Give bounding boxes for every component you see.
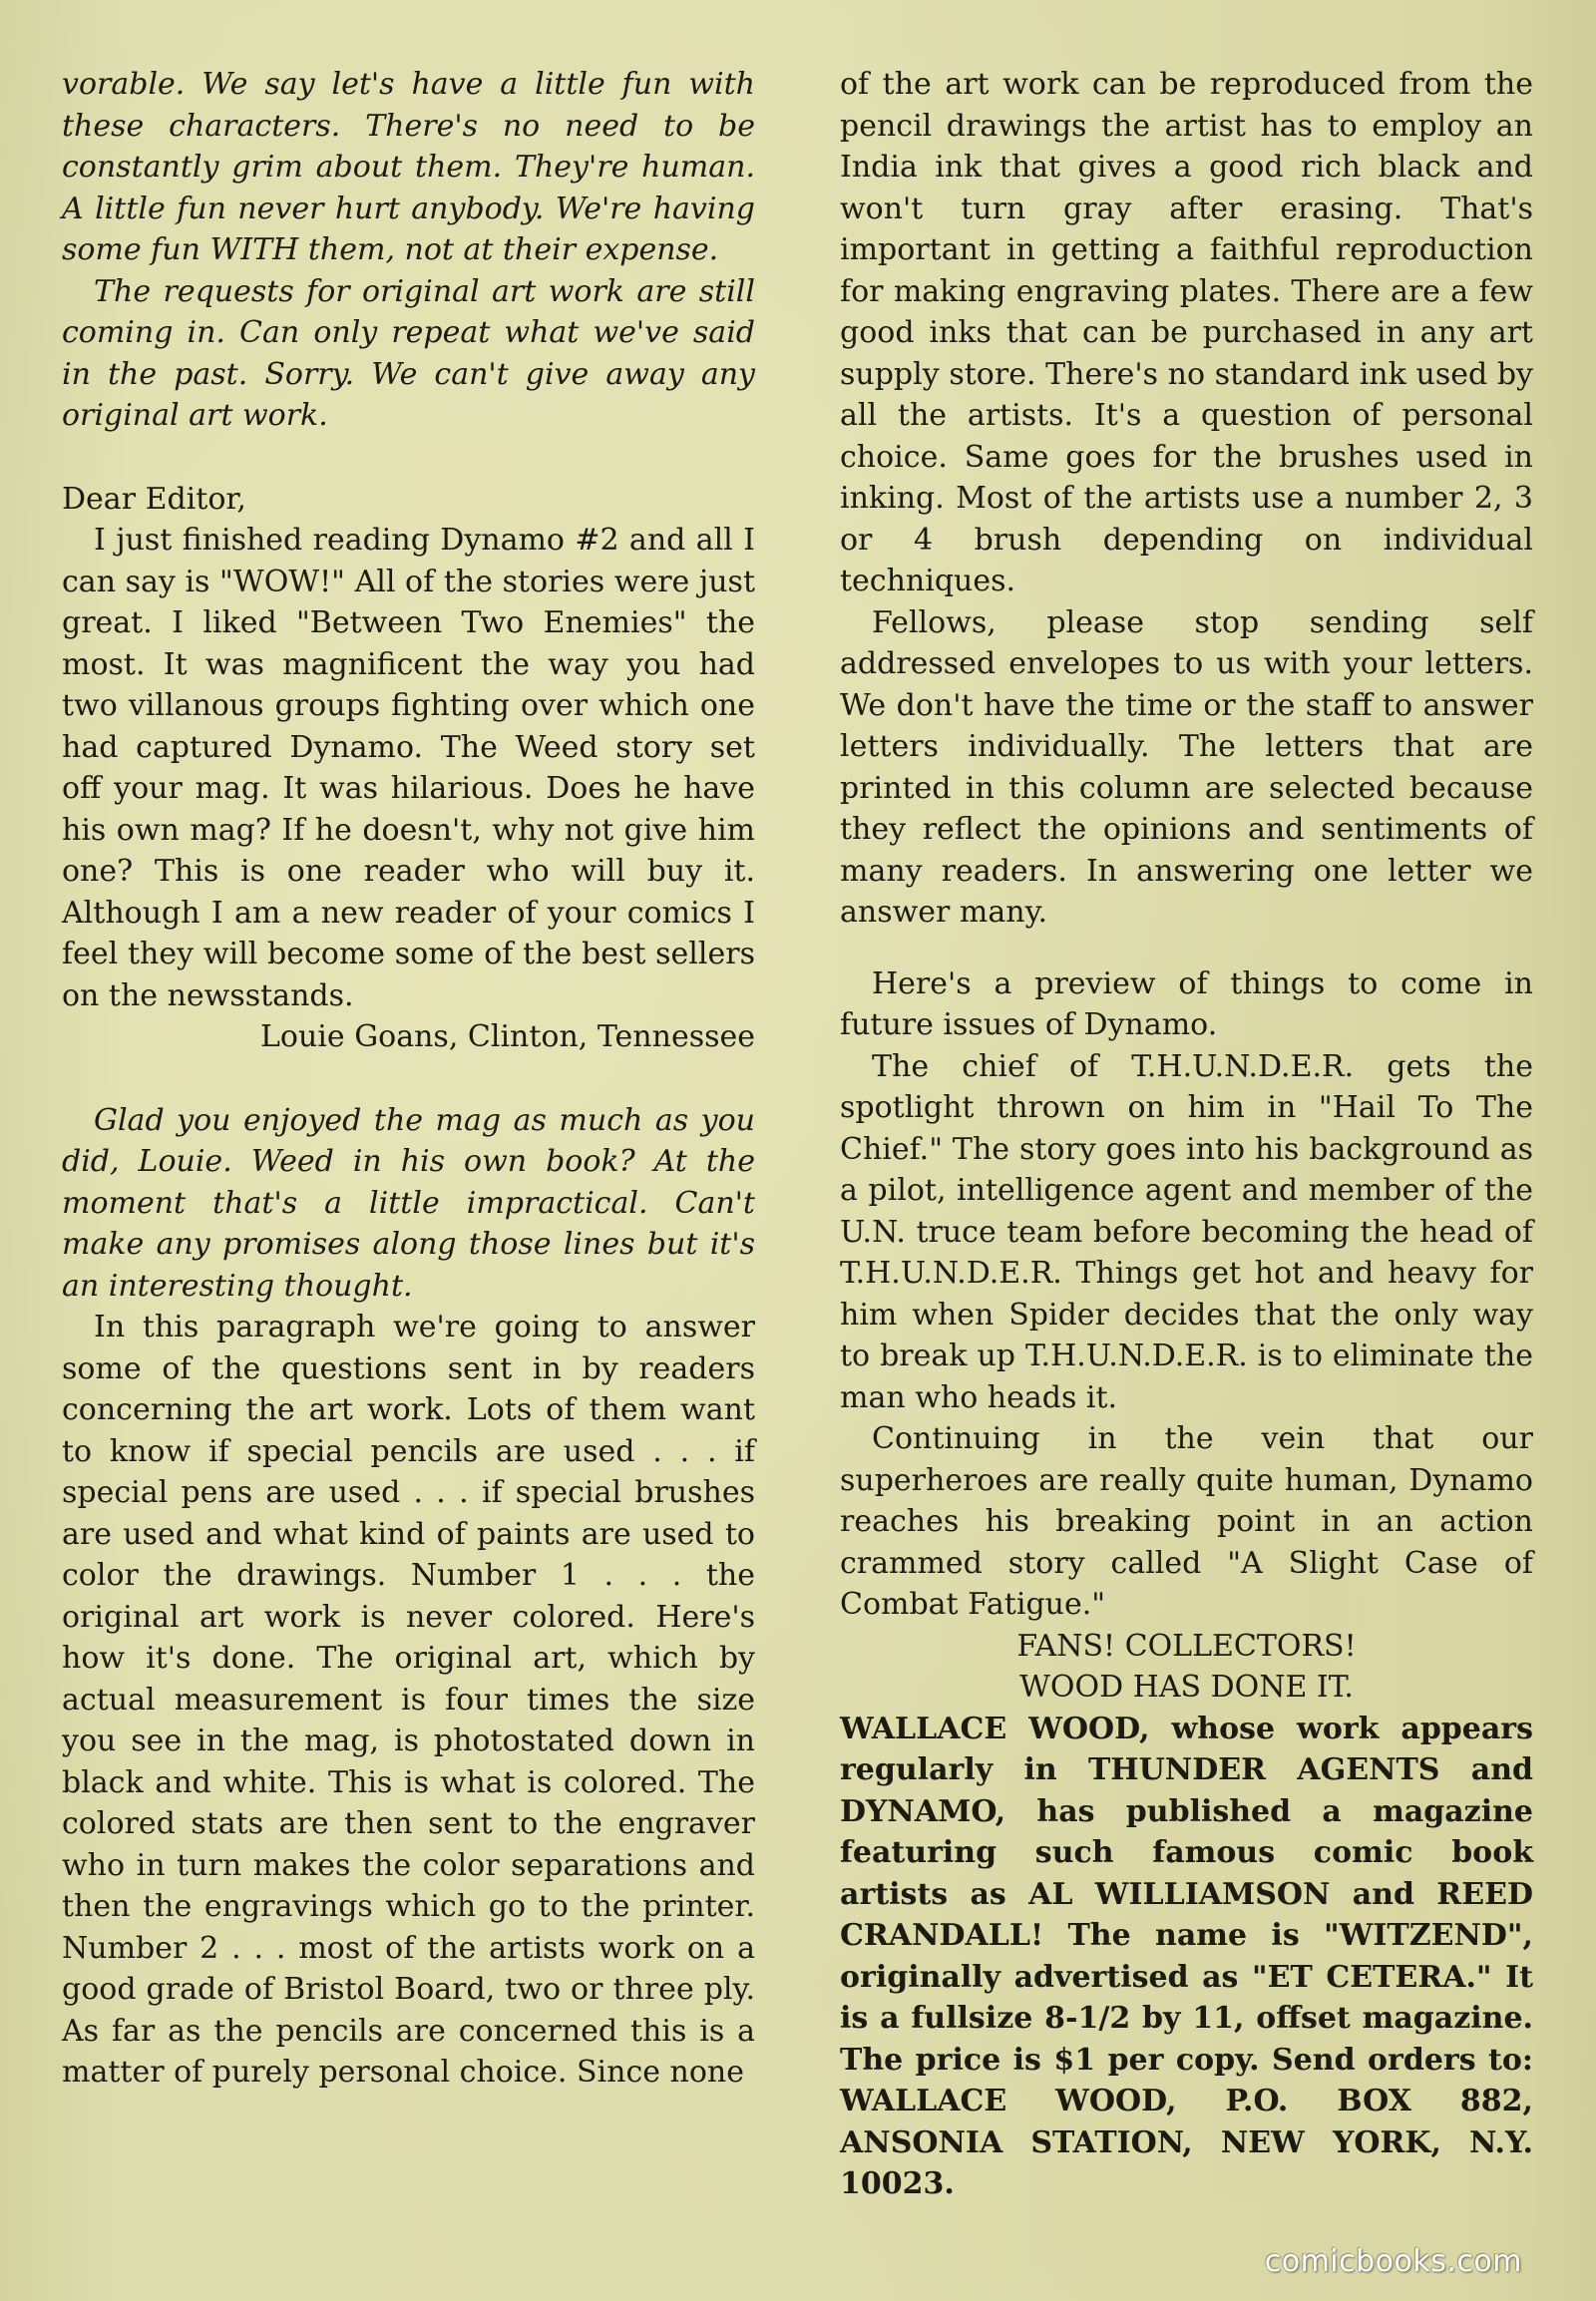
reader-letter: I just finished reading Dynamo #2 and all I can say is "WOW!" All of the stories were just great. I liked "Between Two Enemies" the most. It was magnificent the way you had two villanous groups fighting over which one had captured Dynamo. The Weed story set off your mag. It was hilarious. Does he have his own mag? If he doesn't, why not give him one? This is one reader who will buy it. Although I am a new reader of your comics I feel they will become some of the best sellers on the newsstands. [62,523,755,1013]
ad-heading-fans: FANS! COLLECTORS! [1016,1628,1357,1664]
envelopes-paragraph: Fellows, please stop sending self addressed envelopes to us with your letters. We don't have the time or the staff to answer letters individually. The letters that are printed in this column are selected because they reflect the opinions and sentiments of many readers. In answering one letter we answer many. [840,604,1533,930]
ad-heading-wood: WOOD HAS DONE IT. [1019,1670,1354,1705]
editor-comment-continued: vorable. We say let's have a little fun with these characters. There's no need to be constantly grim about them. They're human. A little fun never hurt anybody. We're having some fun WITH them, not at their expense. [62,67,755,267]
letter-salutation: Dear Editor, [62,481,246,517]
letter-signature: Louie Goans, Clinton, Tennessee [260,1019,755,1054]
left-column [62,64,755,2094]
right-column [840,64,1533,2205]
preview-hail-to-the-chief: The chief of T.H.U.N.D.E.R. gets the spotlight thrown on him in "Hail To The Chief." The story goes into his background as a pilot, intelligence agent and member of the U.N. truce team before becoming the head of T.H.U.N.D.E.R. Things get hot and heavy for him when Spider decides that the only way to break up T.H.U.N.D.E.R. is to eliminate the man who heads it. [840,1048,1533,1415]
editor-comment-original-art: The requests for original art work are still coming in. Can only repeat what we've said in the past. Sorry. We can't give away any original art work. [62,273,755,433]
ink-paragraph: of the art work can be reproduced from the pencil drawings the artist has to employ an India ink that gives a good rich black and won't turn gray after erasing. That's important in getting a faithful reproduction for making engraving plates. There are a few good inks that can be purchased in any art supply store. There's no standard ink used by all the artists. It's a question of personal choice. Same goes for the brushes used in inking. Most of the artists use a number 2, 3 or 4 brush depending on individual techniques. [840,67,1533,598]
editor-reply: Glad you enjoyed the mag as much as you did, Louie. Weed in his own book? At the moment that's a little impractical. Can't make any promises along those lines but it's an interesting thought. [62,1102,755,1304]
art-work-answer: In this paragraph we're going to answer some of the questions sent in by readers concerning the art work. Lots of them want to know if special pencils are used . . . if special pens are used . . . if special brushes are used and what kind of paints are used to color the drawings. Number 1 . . . the original art work is never colored. Here's how it's done. The original art, which by actual measurement is four times the size you see in the mag, is photostated down in black and white. This is what is colored. The colored stats are then sent to the engraver who in turn makes the color separations and then the engravings which go to the printer. Number 2 . . . most of the artists work on a good grade of Bristol Board, two or three ply. As far as the pencils are concerned this is a matter of purely personal choice. Since none [62,1310,755,2090]
site-watermark: comicbooks.com [1264,2244,1522,2279]
witzend-ad: WALLACE WOOD, whose work appears regularly in THUNDER AGENTS and DYNAMO, has published a magazine featuring such famous comic book artists as AL WILLIAMSON and REED CRANDALL! The name is "WITZEND", originally advertised as "ET CETERA." It is a fullsize 8-1/2 by 11, offset magazine. The price is $1 per copy. Send orders to: WALLACE WOOD, P.O. BOX 882, ANSONIA STATION, NEW YORK, N.Y. 10023. [840,1711,1533,2201]
preview-intro: Here's a preview of things to come in future issues of Dynamo. [840,965,1533,1042]
preview-combat-fatigue: Continuing in the vein that our superheroes are really quite human, Dynamo reaches his breaking point in an action crammed story called "A Slight Case of Combat Fatigue." [840,1421,1533,1622]
